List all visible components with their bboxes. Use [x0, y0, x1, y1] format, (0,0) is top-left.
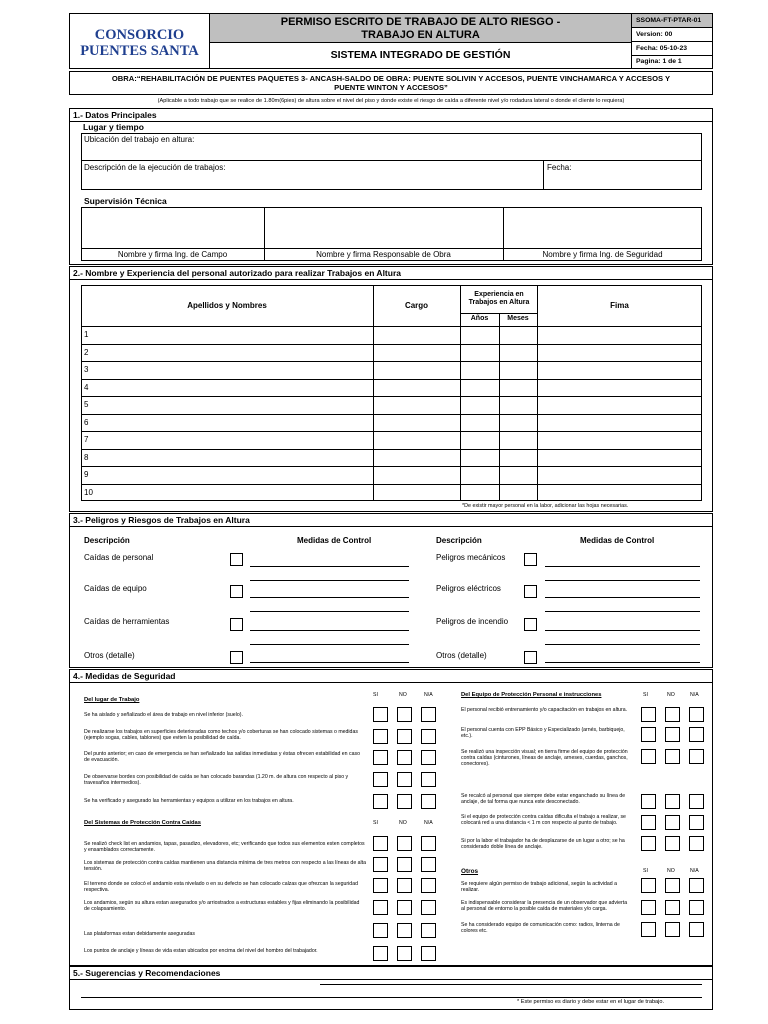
control-line[interactable] — [250, 611, 409, 612]
si-checkbox[interactable] — [373, 857, 388, 872]
no-checkbox[interactable] — [665, 707, 680, 722]
sugerencias-line[interactable] — [81, 997, 702, 998]
logo-line2: PUENTES SANTA — [80, 43, 199, 59]
hazard-label: Caídas de personal — [84, 553, 154, 562]
no-checkbox[interactable] — [665, 749, 680, 764]
form-date: Fecha: 05-10-23 — [632, 42, 712, 56]
epp-title: Del Equipo de Protección Personal e instrucciones — [461, 692, 602, 698]
lugar-tiempo-label: Lugar y tiempo — [83, 122, 144, 132]
no-checkbox[interactable] — [397, 946, 412, 961]
na-header: N/A — [690, 692, 699, 698]
fecha-field[interactable] — [544, 174, 702, 190]
na-checkbox[interactable] — [421, 878, 436, 893]
si-checkbox[interactable] — [373, 900, 388, 915]
safety-item: Se realizó check list en andamios, tapas, pasadizo, elevadores, etc; verificando que todos sus elementos esten completos y ensamblados correctamente. — [84, 841, 365, 854]
col-anios: Años — [470, 315, 489, 322]
control-line[interactable] — [250, 597, 409, 598]
si-checkbox[interactable] — [373, 750, 388, 765]
control-line[interactable] — [250, 644, 409, 645]
medidas-right-header: Medidas de Control — [580, 536, 655, 545]
no-header: NO — [399, 692, 407, 698]
safety-item: Los puntos de anclaje y líneas de vida estan ubicados por encima del nivel del hombro del trabajador. — [84, 948, 318, 954]
si-checkbox[interactable] — [373, 707, 388, 722]
safety-item: Es indispensable considerar la presencia de un observador que advierta al personal de entorno la posible caída de materiales y/o carga. — [461, 900, 628, 913]
control-line[interactable] — [545, 566, 700, 567]
no-checkbox[interactable] — [397, 923, 412, 938]
safety-item: Se requiere algún permiso de trabajo adicional, según la actividad a realizar. — [461, 881, 618, 894]
na-checkbox[interactable] — [421, 729, 436, 744]
no-checkbox[interactable] — [397, 707, 412, 722]
na-checkbox[interactable] — [689, 749, 704, 764]
si-header: SI — [643, 692, 648, 698]
lugar-trabajo-title: Del lugar de Trabajo — [84, 697, 140, 703]
form-version: Version: 00 — [632, 28, 712, 42]
na-checkbox[interactable] — [689, 836, 704, 851]
section1-title: 1.- Datos Principales — [69, 108, 713, 122]
na-checkbox[interactable] — [421, 857, 436, 872]
otros-title: Otros — [461, 868, 479, 875]
supervision-label: Supervisión Técnica — [84, 196, 167, 206]
no-header: NO — [667, 868, 675, 874]
hazard-checkbox[interactable] — [230, 585, 243, 598]
si-checkbox[interactable] — [641, 727, 656, 742]
table-row[interactable] — [81, 484, 702, 502]
no-checkbox[interactable] — [397, 750, 412, 765]
si-checkbox[interactable] — [641, 922, 656, 937]
na-checkbox[interactable] — [421, 923, 436, 938]
na-checkbox[interactable] — [689, 794, 704, 809]
hazard-checkbox[interactable] — [524, 553, 537, 566]
no-checkbox[interactable] — [397, 772, 412, 787]
no-checkbox[interactable] — [397, 794, 412, 809]
safety-item: Si el equipo de protección contra caídas dificulta el trabajo a realizar, se colocará red a una distancia < 1 m con respecto al punto de trabajo. — [461, 814, 626, 827]
proteccion-caidas-title: Del Sistemas de Protección Contra Caídas — [84, 820, 201, 826]
firma-campo-label: Nombre y firma Ing. de Campo — [117, 250, 228, 259]
na-checkbox[interactable] — [421, 900, 436, 915]
control-line[interactable] — [545, 662, 700, 663]
hazard-checkbox[interactable] — [524, 618, 537, 631]
control-line[interactable] — [545, 597, 700, 598]
control-line[interactable] — [545, 611, 700, 612]
hazard-checkbox[interactable] — [524, 651, 537, 664]
safety-item: Del punto anterior; en caso de emergencia se han señalizado las salidas inmediatas y éstas ofrecen estabilidad en caso de evacuación. — [84, 751, 360, 764]
logo — [70, 14, 210, 68]
safety-item: Se realizó una inspección visual; en tierra firme del equipo de protección contra caídas (cinturones, líneas de anclaje, arneses, cuerdas, ganchos, conectores). — [461, 749, 628, 768]
no-checkbox[interactable] — [397, 729, 412, 744]
table-row[interactable] — [81, 361, 702, 379]
na-checkbox[interactable] — [421, 836, 436, 851]
no-header: NO — [399, 820, 407, 826]
section4-title: 4.- Medidas de Seguridad — [69, 669, 713, 683]
no-checkbox[interactable] — [397, 900, 412, 915]
table-row[interactable] — [81, 379, 702, 397]
hazard-label: Peligros de incendio — [436, 617, 509, 626]
no-checkbox[interactable] — [665, 794, 680, 809]
firma-obra-field[interactable] — [265, 208, 502, 248]
obra-title: OBRA:“REHABILITACIÓN DE PUENTES PAQUETES 3- ANCASH-SALDO DE OBRA: PUENTE SOLIVIN Y ACCESOS, PUENTE VINCHAMARCA Y ACCESOS Y PUENTE WINTON Y ACCESOS” — [69, 71, 713, 95]
logo-line1: CONSORCIO — [94, 27, 185, 43]
hazard-label: Caídas de equipo — [84, 584, 147, 593]
row-number: 2 — [84, 347, 89, 357]
col-nombres: Apellidos y Nombres — [187, 301, 267, 310]
no-checkbox[interactable] — [665, 878, 680, 893]
form-code: SSOMA-FT-PTAR-01 — [632, 14, 712, 28]
safety-item: El personal cuenta con EPP Básico y Especializado (arnés, barbiquejo, etc.). — [461, 727, 625, 740]
table-row[interactable] — [81, 396, 702, 414]
fecha-label: Fecha: — [547, 163, 572, 172]
si-header: SI — [373, 692, 378, 698]
na-checkbox[interactable] — [689, 815, 704, 830]
descripcion-label: Descripción de la ejecución de trabajos: — [84, 163, 226, 172]
na-checkbox[interactable] — [689, 707, 704, 722]
hazard-label: Otros (detalle) — [84, 651, 135, 660]
hazard-checkbox[interactable] — [230, 553, 243, 566]
row-number: 3 — [84, 365, 89, 374]
col-experiencia: Experiencia en Trabajos en Altura — [468, 291, 530, 306]
form-title-line2: TRABAJO EN ALTURA — [361, 28, 480, 41]
control-line[interactable] — [545, 580, 700, 581]
no-checkbox[interactable] — [397, 878, 412, 893]
desc-right-header: Descripción — [436, 536, 482, 545]
form-title-line1: PERMISO ESCRITO DE TRABAJO DE ALTO RIESGO - — [280, 16, 561, 28]
si-header: SI — [643, 868, 648, 874]
safety-item: El terreno donde se colocó el andamio esta nivelado o en su defecto se han colocado calzas que ofrezcan la seguridad respectiva. — [84, 881, 358, 894]
table-row[interactable] — [81, 414, 702, 432]
hazard-label: Peligros mecánicos — [436, 553, 506, 562]
no-checkbox[interactable] — [665, 815, 680, 830]
na-checkbox[interactable] — [421, 707, 436, 722]
hazard-checkbox[interactable] — [230, 618, 243, 631]
descripcion-field[interactable] — [81, 174, 543, 190]
safety-item: Se recalcó al personal que siempre debe estar enganchado su línea de anclaje, de tal forma que nunca este desconectado. — [461, 793, 626, 806]
si-checkbox[interactable] — [373, 878, 388, 893]
si-checkbox[interactable] — [641, 836, 656, 851]
no-checkbox[interactable] — [665, 727, 680, 742]
safety-item: Si por la labor el trabajador ha de desplazarse de un lugar a otro; se ha considerado doble línea de anclaje. — [461, 838, 625, 851]
table-row[interactable] — [81, 431, 702, 449]
table-row[interactable] — [81, 326, 702, 344]
si-checkbox[interactable] — [373, 729, 388, 744]
si-checkbox[interactable] — [641, 749, 656, 764]
section5-title: 5.- Sugerencias y Recomendaciones — [69, 966, 713, 980]
row-number: 4 — [84, 382, 89, 392]
section3-title: 3.- Peligros y Riesgos de Trabajos en Altura — [69, 513, 713, 527]
si-checkbox[interactable] — [373, 836, 388, 851]
si-checkbox[interactable] — [373, 946, 388, 961]
no-checkbox[interactable] — [665, 900, 680, 915]
row-number: 6 — [84, 417, 89, 427]
row-number: 5 — [84, 400, 89, 409]
safety-item: De realizarse los trabajos en superficies deterioradas como techos y/o coberturas se han colocado sistemas o medidas (ejemplo sogas, cables, tablones) que eviten la posibilidad de caída. — [84, 729, 358, 742]
na-header: N/A — [424, 820, 433, 826]
control-line[interactable] — [545, 630, 700, 631]
row-number: 1 — [84, 330, 89, 339]
safety-item: Se ha considerado equipo de comunicación como: radios, linterna de colores etc. — [461, 922, 620, 935]
col-firma: Fima — [610, 301, 629, 310]
na-checkbox[interactable] — [421, 772, 436, 787]
table-row[interactable] — [81, 344, 702, 362]
row-number: 8 — [84, 452, 89, 462]
na-checkbox[interactable] — [421, 794, 436, 809]
na-header: N/A — [690, 868, 699, 874]
na-header: N/A — [424, 692, 433, 698]
control-line[interactable] — [250, 630, 409, 631]
na-checkbox[interactable] — [689, 727, 704, 742]
form-title — [210, 14, 632, 43]
no-checkbox[interactable] — [665, 836, 680, 851]
safety-item: El personal recibió entrenamiento y/o capacitación en trabajos en altura. — [461, 707, 628, 713]
si-checkbox[interactable] — [641, 815, 656, 830]
firma-obra-label: Nombre y firma Responsable de Obra — [316, 250, 451, 259]
hazard-checkbox[interactable] — [524, 585, 537, 598]
control-line[interactable] — [545, 644, 700, 645]
ubicacion-field[interactable] — [81, 146, 702, 160]
firma-seguridad-label: Nombre y firma Ing. de Seguridad — [542, 250, 663, 259]
hazard-label: Otros (detalle) — [436, 651, 487, 660]
si-header: SI — [373, 820, 378, 826]
sugerencias-line[interactable] — [320, 984, 702, 985]
no-checkbox[interactable] — [397, 857, 412, 872]
safety-item: De observarse bordes con posibilidad de caída se han colocado barandas (1.20 m. de altura con respecto al piso y travesaños intermedios). — [84, 774, 349, 787]
control-line[interactable] — [250, 580, 409, 581]
row-number: 7 — [84, 435, 89, 444]
col-cargo: Cargo — [404, 301, 429, 310]
section2-title: 2.- Nombre y Experiencia del personal autorizado para realizar Trabajos en Altura — [69, 266, 713, 280]
desc-left-header: Descripción — [84, 536, 130, 545]
medidas-left-header: Medidas de Control — [297, 536, 372, 545]
si-checkbox[interactable] — [641, 794, 656, 809]
na-checkbox[interactable] — [421, 750, 436, 765]
header — [69, 13, 713, 69]
na-checkbox[interactable] — [689, 922, 704, 937]
table-row[interactable] — [81, 449, 702, 467]
hazard-label: Caídas de herramientas — [84, 617, 170, 626]
form-page: Pagina: 1 de 1 — [636, 58, 682, 65]
form-subtitle: SISTEMA INTEGRADO DE GESTIÓN — [210, 43, 632, 68]
firma-seguridad-field[interactable] — [504, 208, 701, 248]
si-checkbox[interactable] — [641, 707, 656, 722]
hazard-label: Peligros eléctricos — [436, 584, 501, 593]
ubicacion-label: Ubicación del trabajo en altura: — [84, 135, 195, 144]
table-row[interactable] — [81, 466, 702, 484]
row-number: 9 — [84, 470, 89, 479]
personnel-note: *De existir mayor personal en la labor, adicionar las hojas necesarias. — [462, 503, 629, 509]
control-line[interactable] — [250, 662, 409, 663]
permiso-note: * Este permiso es diario y debe estar en el lugar de trabajo. — [517, 999, 665, 1005]
safety-item: Los andamios, según su altura estan asegurados y/o arriostrados a estructuras estables y fijas eliminando la posibilidad de colapsamiento. — [84, 900, 360, 913]
safety-item: Los sistemas de protección contra caídas mantienen una distancia mínima de tres metros con respecto a las líneas de alta tensión. — [84, 860, 367, 873]
no-checkbox[interactable] — [397, 836, 412, 851]
si-checkbox[interactable] — [641, 878, 656, 893]
safety-item: Se ha aislado y señalizado el área de trabajo en nivel inferior (suelo). — [84, 712, 243, 718]
col-meses: Meses — [507, 315, 529, 322]
si-checkbox[interactable] — [373, 772, 388, 787]
si-checkbox[interactable] — [641, 900, 656, 915]
si-checkbox[interactable] — [373, 923, 388, 938]
na-checkbox[interactable] — [421, 946, 436, 961]
na-checkbox[interactable] — [689, 900, 704, 915]
no-checkbox[interactable] — [665, 922, 680, 937]
safety-item: Se ha verificado y asegurado las herramientas y equipos a utilizar en los trabajos en altura. — [84, 798, 294, 804]
control-line[interactable] — [250, 566, 409, 567]
row-number: 10 — [84, 487, 93, 497]
firma-campo-field[interactable] — [82, 208, 263, 248]
hazard-checkbox[interactable] — [230, 651, 243, 664]
safety-item: Las plataformas estan debidamente aseguradas — [84, 931, 196, 937]
si-checkbox[interactable] — [373, 794, 388, 809]
na-checkbox[interactable] — [689, 878, 704, 893]
no-header: NO — [667, 692, 675, 698]
aplicable-note: (Aplicable a todo trabajo que se realice de 1.80m(6pies) de altura sobre el nivel del piso y donde existe el riesgo de caída a diferente nivel y/o rodadura lateral o donde el cliente lo requiera) — [157, 98, 625, 104]
